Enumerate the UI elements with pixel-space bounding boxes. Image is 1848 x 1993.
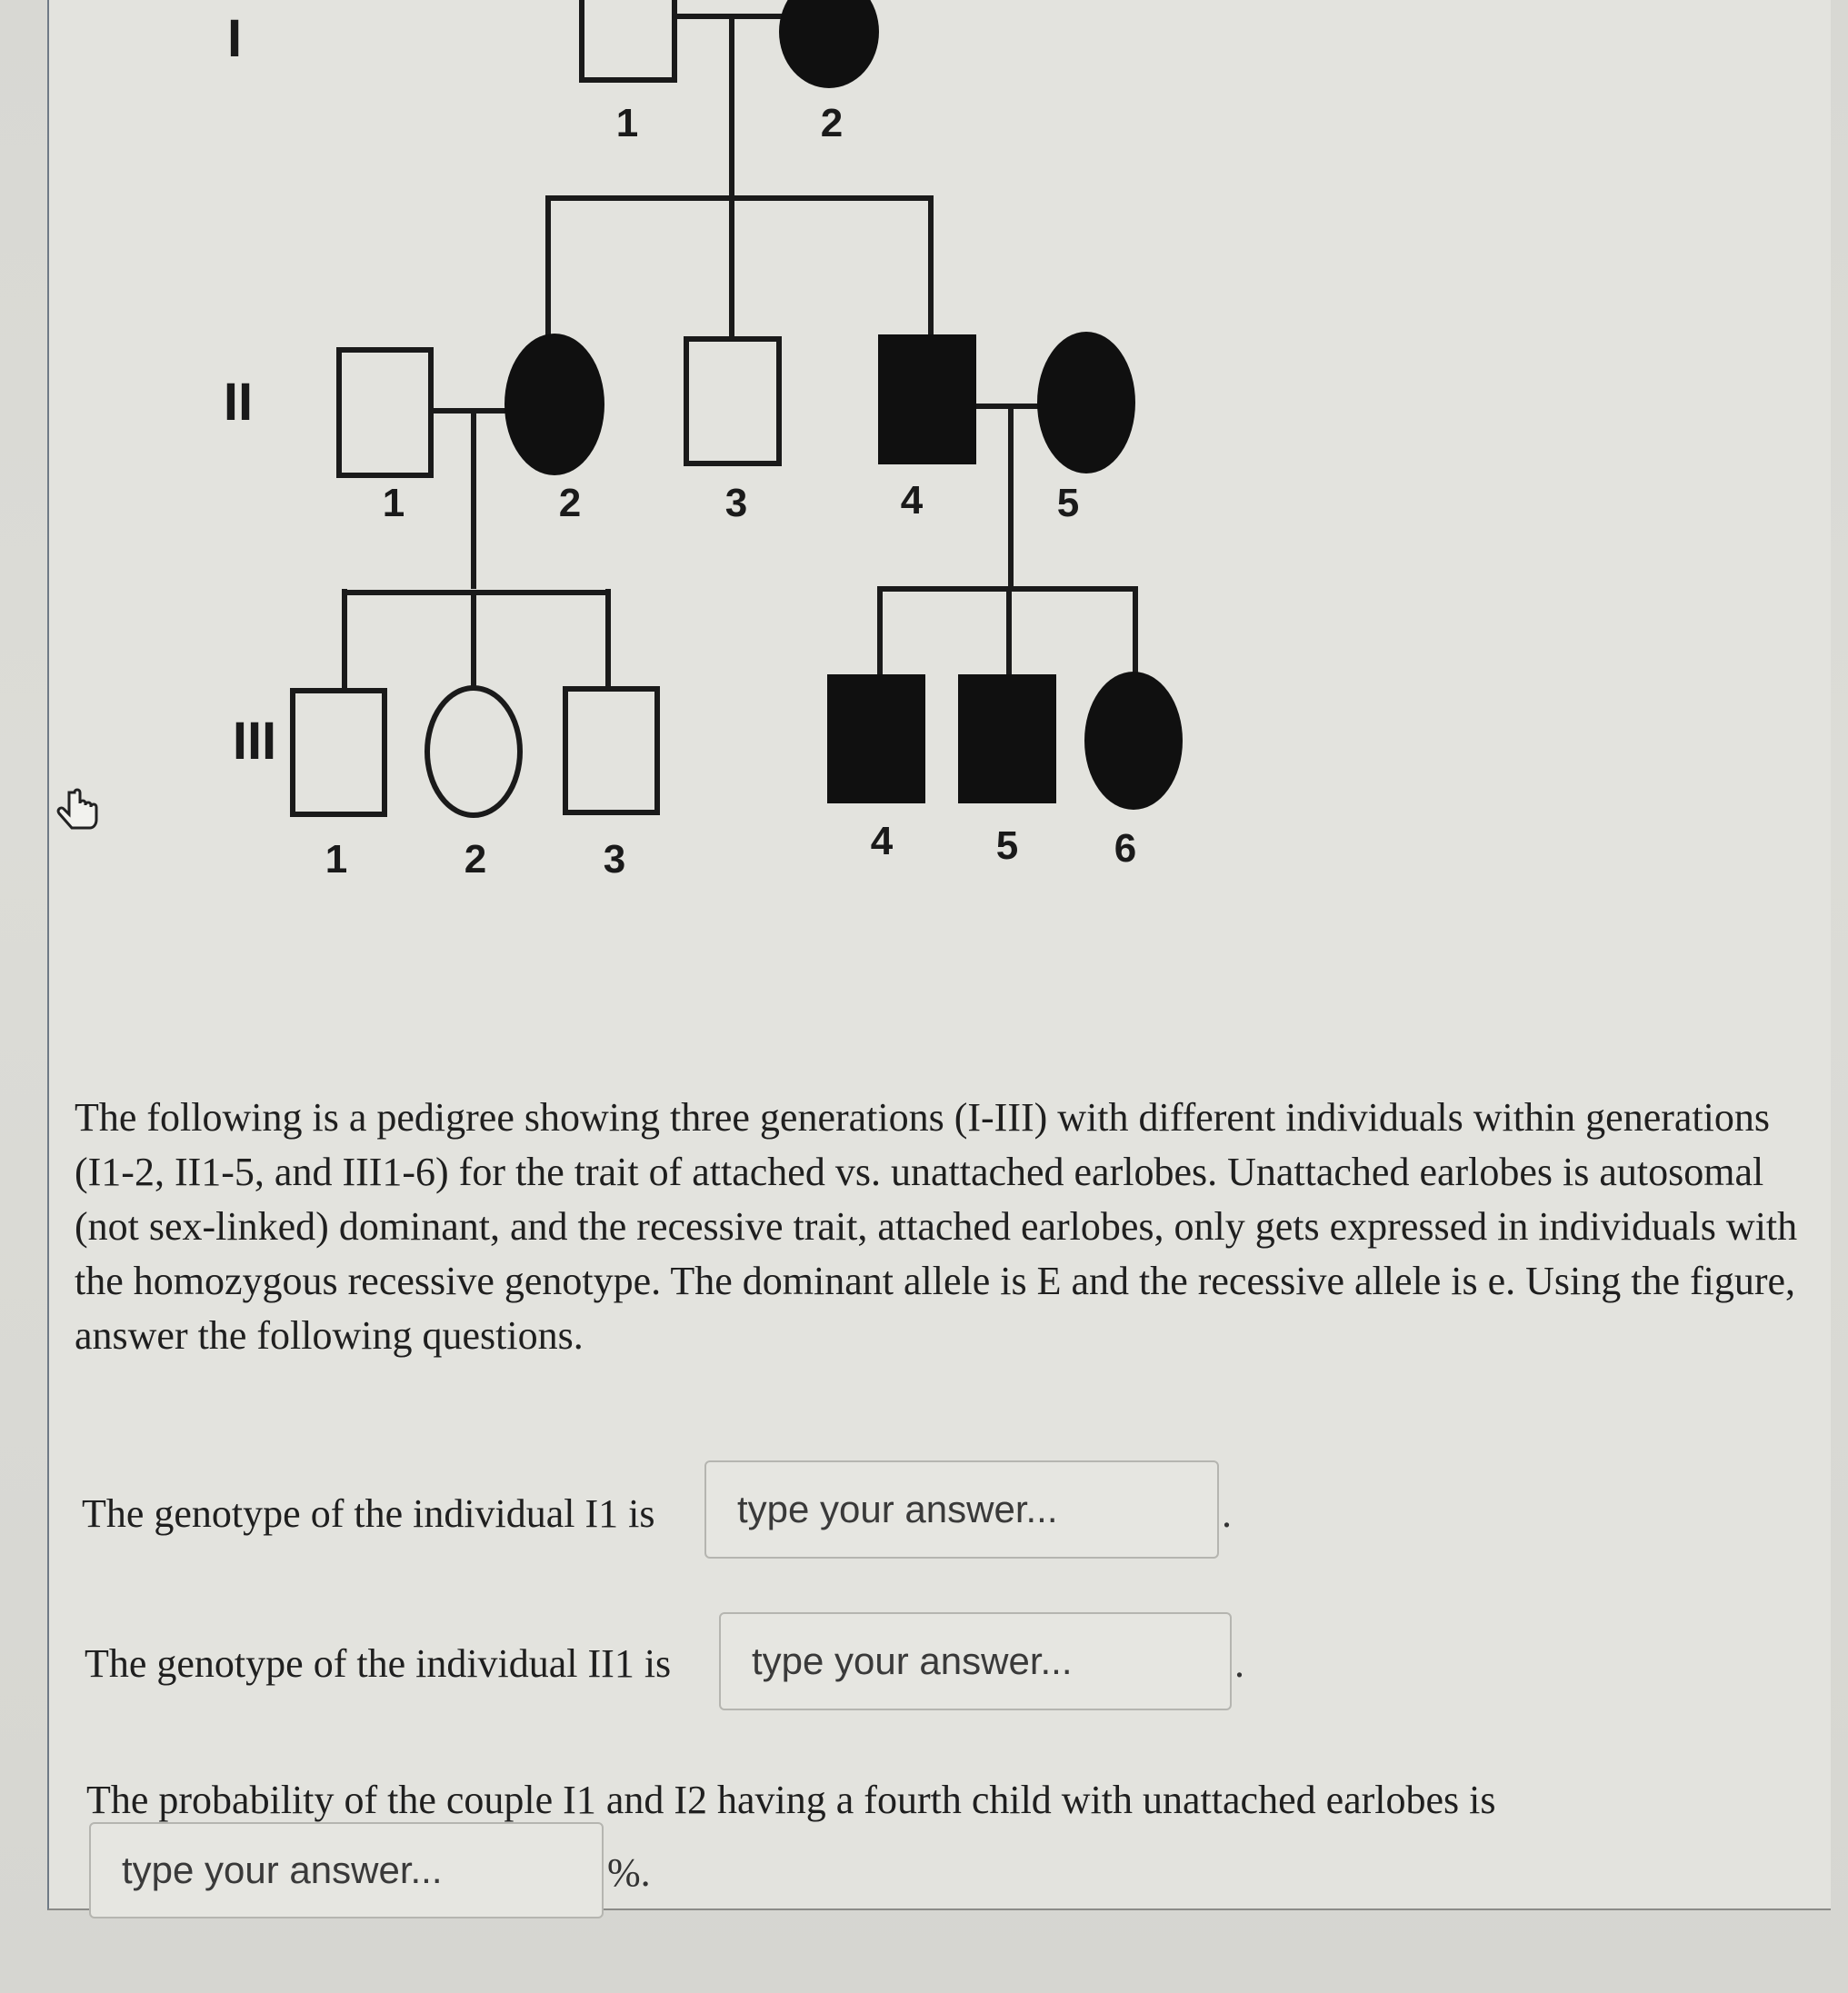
ind-II5-circle xyxy=(1037,332,1135,473)
ind-III4-square xyxy=(827,674,925,803)
label-III5: 5 xyxy=(995,823,1019,868)
label-II3: 3 xyxy=(724,481,748,525)
gen-label-I: I xyxy=(226,9,243,68)
label-III1: 1 xyxy=(325,837,348,882)
problem-description: The following is a pedigree showing three generations (I-III) with different individuals within generations (I1-2, II1-5, and III1-6) for the trait of attached vs. unattached earlobes. Unattached earlobes is autosomal (not sex-linked) dominant, and the recessive trait, attached earlobes, only gets expressed in individuals with the homozygous recessive genotype. The dominant allele is E and the recessive allele is e. Using the figure, answer the following questions. xyxy=(75,1095,1798,1358)
ind-III5-square xyxy=(958,674,1056,803)
ind-I1-square xyxy=(582,0,674,80)
label-III2: 2 xyxy=(464,837,487,882)
label-III6: 6 xyxy=(1114,826,1137,871)
ind-II1-square xyxy=(339,350,431,475)
question-2-text: The genotype of the individual II1 is xyxy=(85,1641,672,1686)
label-II5: 5 xyxy=(1056,481,1080,525)
ind-II4-square xyxy=(878,334,976,464)
ind-III1-square xyxy=(293,691,385,814)
ind-I2-circle xyxy=(779,0,879,88)
ind-III6-circle xyxy=(1084,672,1183,810)
ind-III3-square xyxy=(565,689,657,812)
label-II2: 2 xyxy=(558,481,582,525)
label-III4: 4 xyxy=(870,819,894,863)
label-I2: 2 xyxy=(820,101,844,145)
answer-input-3[interactable] xyxy=(89,1822,604,1918)
answer-input-2[interactable] xyxy=(719,1612,1232,1710)
pedigree-diagram xyxy=(0,0,1848,909)
label-II4: 4 xyxy=(900,478,924,523)
question-3-suffix: %. xyxy=(607,1850,651,1895)
label-I1: 1 xyxy=(615,101,639,145)
ind-II2-circle xyxy=(504,334,604,475)
gen-label-III: III xyxy=(232,712,277,771)
hand-cursor-icon xyxy=(53,783,104,839)
label-II1: 1 xyxy=(382,481,405,525)
label-III3: 3 xyxy=(603,837,626,882)
question-1-text: The genotype of the individual I1 is xyxy=(82,1491,655,1536)
ind-II3-square xyxy=(686,339,779,463)
question-1-suffix: . xyxy=(1222,1491,1232,1536)
answer-input-1[interactable] xyxy=(704,1460,1219,1559)
gen-label-II: II xyxy=(223,373,254,432)
question-2-suffix: . xyxy=(1234,1641,1244,1686)
question-3-text: The probability of the couple I1 and I2 having a fourth child with unattached earlobes is xyxy=(86,1778,1496,1822)
ind-III2-circle xyxy=(427,688,520,815)
